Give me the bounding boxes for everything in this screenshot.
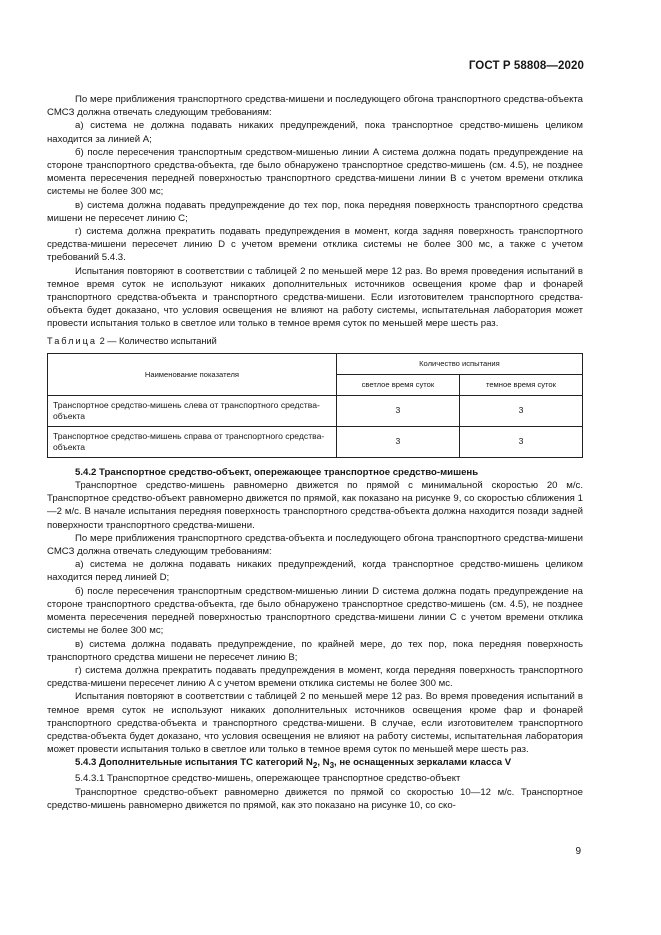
page-body: [47, 93, 583, 812]
requirement-c-1: в) система должна подавать предупреждение до тех пор, пока передняя поверхность транспортного средства мишени не пересечет линию C;: [47, 199, 583, 224]
table-cell-night: 3: [459, 426, 582, 457]
table-header-day: светлое время суток: [336, 374, 459, 395]
table-row: [48, 395, 583, 426]
paragraph-5-4-2-2: По мере приближения транспортного средства-объекта и последующего обгона транспортного средства-мишени СМСЗ должна отвечать следующим требованиям:: [47, 532, 583, 558]
table-cell-name: Транспортное средство-мишень слева от транспортного средства-объекта: [48, 395, 337, 426]
table-row: [48, 426, 583, 457]
heading-5-4-3-sub2: 3: [329, 761, 335, 771]
table-cell-name: Транспортное средство-мишень справа от транспортного средства-объекта: [48, 426, 337, 457]
section-heading-5-4-3: [47, 756, 583, 772]
paragraph-intro-1: По мере приближения транспортного средства-мишени и последующего обгона транспортного средства-объекта СМСЗ должна отвечать следующим требованиям:: [47, 94, 583, 119]
paragraph-5-4-3-1: Транспортное средство-объект равномерно движется по прямой со скоростью 10—12 м/с. Транспортное средство-мишень равномерно движется по прямой, как это показано на рисунке 10, со ско-: [47, 786, 583, 811]
tests-count-table: [47, 353, 583, 458]
table-header-group: Количество испытания: [336, 353, 582, 374]
section-heading-5-4-2: 5.4.2 Транспортное средство-объект, опережающее транспортное средство-мишень: [75, 466, 479, 478]
table-caption: [47, 335, 583, 348]
requirement-d-2: г) система должна прекратить подавать предупреждения в момент, когда передняя поверхность транспортного средства-мишени пересечет линию A с учетом времени отклика системы не более 300 мс.: [47, 664, 583, 690]
requirement-c-2: в) система должна подавать предупреждение, по крайней мере, до тех пор, пока передняя поверхность транспортного средства мишени не пересечет линию B;: [47, 638, 583, 663]
table-cell-day: 3: [336, 395, 459, 426]
standard-number: ГОСТ Р 58808—2020: [468, 60, 584, 72]
table-cell-day: 3: [336, 426, 459, 457]
heading-5-4-3-part3: , не оснащенных зеркалами класса V: [334, 757, 512, 769]
table-caption-word: Таблица: [47, 335, 98, 346]
requirement-b-1: б) после пересечения транспортным средством-мишенью линии A система должна подать предупреждение на стороне транспортного средства-объекта, где было обнаружено транспортное средство-мишень (см. 4.5), не позднее момента пересечения передней поверхностью транспортного средства-мишени линии B с учетом времени отклика системы не более 300 мс;: [47, 146, 583, 198]
table-header-night: темное время суток: [459, 374, 582, 395]
table-cell-night: 3: [459, 395, 582, 426]
heading-5-4-3-sub1: 2: [312, 761, 318, 771]
heading-5-4-3-part2: , N: [317, 757, 330, 769]
requirement-a-1: а) система не должна подавать никаких предупреждений, пока транспортное средство-мишень целиком находится за линией A;: [47, 120, 583, 145]
requirement-a-2: а) система не должна подавать никаких предупреждений, когда транспортное средство-мишень целиком находится перед линией D;: [47, 559, 583, 584]
requirement-d-1: г) система должна прекратить подавать предупреждения в момент, когда задняя поверхность транспортного средства-мишени пересечет линию D с учетом времени отклика системы не более 300 мс, а также с учетом требований 5.4.3.: [47, 226, 583, 264]
table-header-name: Наименование показателя: [48, 353, 337, 395]
tests-paragraph-1: Испытания повторяют в соответствии с таблицей 2 по меньшей мере 12 раз. Во время проведения испытаний в темное время суток не используют никаких дополнительных источников освещения кроме фар и фонарей транспортного средства-объекта и транспортного средства-мишени. Если изготовителем транспортного средства-объекта будет доказано, что условия освещения не влияют на работу системы, испытательная лаборатория может провести испытания только в светлое или только в темное время суток по меньшей мере шесть раз.: [47, 265, 583, 330]
requirement-b-2: б) после пересечения транспортным средством-мишенью линии D система должна подать предупреждение на стороне транспортного средства-объекта, где было обнаружено транспортное средство-мишень (см. 4.5), не позднее момента пересечения передней поверхностью транспортного средства-мишени линии C с учетом времени отклика системы не более 300 мс;: [47, 585, 583, 637]
page-number: 9: [575, 846, 581, 857]
tests-paragraph-2: Испытания повторяют в соответствии с таблицей 2 по меньшей мере 12 раз. Во время проведения испытаний в темное время суток не используют никаких дополнительных источников освещения кроме фар и фонарей транспортного средства-объекта и транспортного средства-мишени. В случае, если изготовителем транспортного средства-объекта будет доказано, что условия освещения не влияют на работу системы, испытательная лаборатория может провести испытания только в светлое или только в темное время суток по меньшей мере шесть раз.: [47, 691, 583, 756]
heading-5-4-3-part1: 5.4.3 Дополнительные испытания ТС категорий N: [75, 757, 313, 769]
subsection-heading-5-4-3-1: 5.4.3.1 Транспортное средство-мишень, опережающее транспортное средство-объект: [75, 773, 461, 785]
table-caption-text: 2 — Количество испытаний: [99, 335, 217, 346]
paragraph-5-4-2-1: Транспортное средство-мишень равномерно движется по прямой с минимальной скоростью 20 м/с. Транспортное средство-объект равномерно движется по прямой, как показано на рисунке 9, со скоростью сближения 1—2 м/с. В начале испытания передняя поверхность транспортного средства-объекта должна находится позади задней поверхности транспортного средства-мишени.: [47, 480, 583, 531]
